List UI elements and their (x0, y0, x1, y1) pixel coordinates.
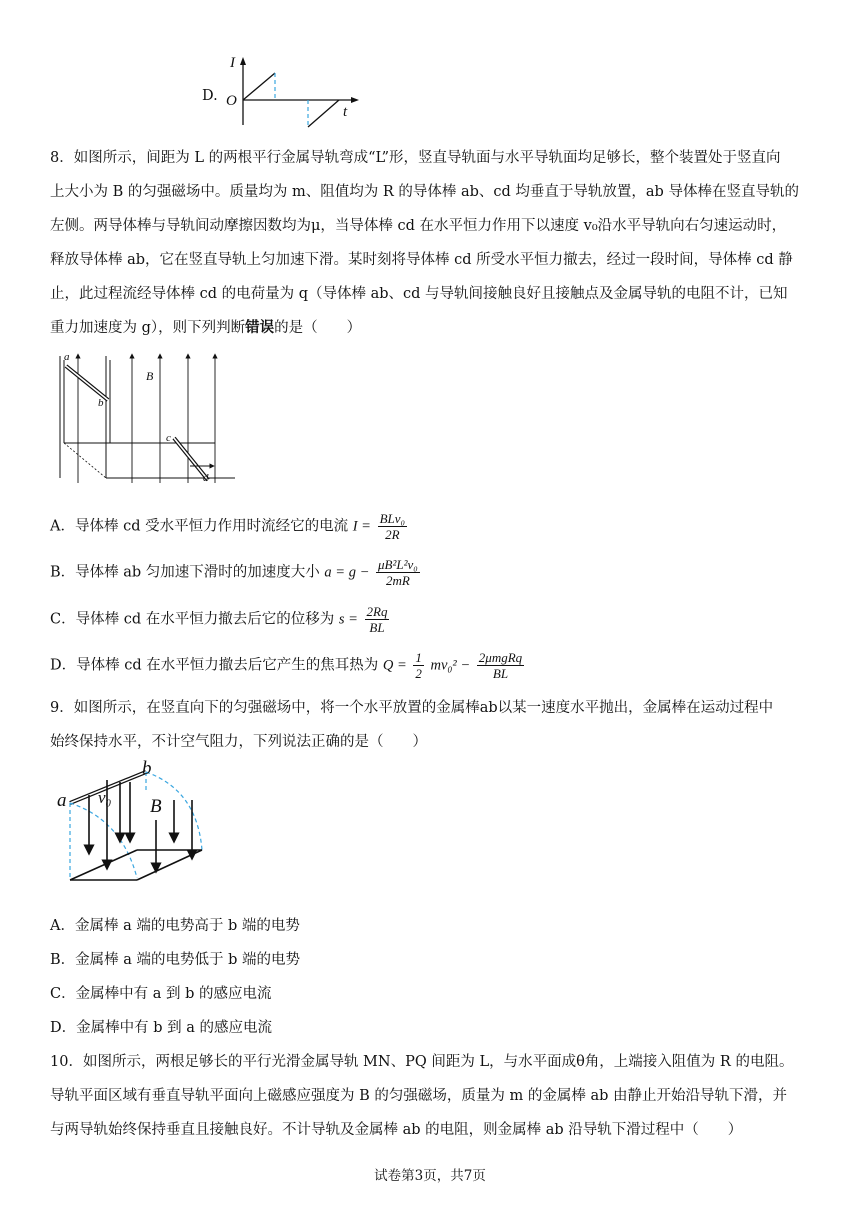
q8-line-6: 重力加速度为 g），则下列判断错误的是（ ） (50, 319, 362, 336)
axis-t-label: t (343, 104, 348, 120)
label-a: a (64, 351, 70, 363)
label-b: b (142, 758, 152, 779)
q9-line-2: 始终保持水平，不计空气阻力，下列说法正确的是（ ） (50, 734, 427, 750)
q10-line-3: 与两导轨始终保持垂直且接触良好。不计导轨及金属棒 ab 的电阻，则金属棒 ab 沿导轨下滑过程中（ ） (50, 1122, 743, 1138)
label-field-b: B (146, 369, 154, 383)
q9-line-1: 9．如图所示，在竖直向下的匀强磁场中，将一个水平放置的金属棒ab以某一速度水平抛出，金属棒在运动过程中 (50, 700, 774, 716)
fraction: $\frac{\text{BLv₀}}{2R}$ (379, 511, 406, 542)
q10-line-1: 10．如图所示，两根足够长的平行光滑金属导轨 MN、PQ 间距为 L，与水平面成θ角，上端接入阻值为 R 的电阻。 (50, 1054, 794, 1070)
option-label: D. (202, 88, 218, 104)
q8-option-c[interactable]: C．导体棒 cd 在水平恒力撤去后它的位移为 s = $\frac{2Rq}{BL}$ (50, 604, 388, 635)
fraction: $\frac{\text{μB²L²v₀}}{2mR}$ (377, 557, 418, 588)
fraction: $\frac{\text{2μmgRq}}{BL}$ (478, 650, 523, 681)
q9-option-c[interactable]: C．金属棒中有 a 到 b 的感应电流 (50, 986, 272, 1002)
label-b: b (98, 397, 104, 409)
q8-option-d[interactable]: D．导体棒 cd 在水平恒力撤去后它产生的焦耳热为 Q = $\frac{1}{2}$ mv₀² − $\frac{\text{2μmgRq}}{BL}$ (50, 650, 523, 681)
q8-line-3: 左侧。两导体棒与导轨间动摩擦因数均为μ，当导体棒 cd 在水平恒力作用下以速度 v₀沿水平导轨向右匀速运动时， (50, 218, 787, 234)
label-a: a (57, 790, 67, 811)
q8-line-5: 止，此过程流经导体棒 cd 的电荷量为 q（导体棒 ab、cd 与导轨间接触良好且接触点及金属导轨的电阻不计，已知 (50, 286, 788, 302)
q8-line-2: 上大小为 B 的匀强磁场中。质量均为 m、阻值均为 R 的导体棒 ab、cd 均垂直于导轨放置，ab 导体棒在竖直导轨的 (50, 184, 799, 200)
q10-line-2: 导轨平面区域有垂直导轨平面向上磁感应强度为 B 的匀强磁场，质量为 m 的金属棒 ab 由静止开始沿导轨下滑，并 (50, 1088, 787, 1104)
page-footer: 试卷第3页，共7页 (374, 1168, 486, 1184)
q8-rail-figure (50, 348, 240, 490)
q9-option-d[interactable]: D．金属棒中有 b 到 a 的感应电流 (50, 1020, 272, 1036)
origin-label: O (226, 93, 237, 109)
label-d: d (203, 472, 209, 484)
q8-line-4: 释放导体棒 ab，它在竖直导轨上匀加速下滑。某时刻将导体棒 cd 所受水平恒力撤去，经过一段时间，导体棒 cd 静 (50, 252, 793, 268)
q9-projectile-figure (52, 760, 212, 890)
q8-line-1: 8．如图所示，间距为 L 的两根平行金属导轨弯成“L”形，竖直导轨面与水平导轨面均足够长，整个装置处于竖直向 (50, 150, 781, 166)
label-v0: v₀ (98, 788, 112, 807)
fraction: $\frac{2Rq}{BL}$ (366, 604, 388, 635)
fraction: $\frac{1}{2}$ (415, 650, 422, 681)
q9-option-b[interactable]: B．金属棒 a 端的电势低于 b 端的电势 (50, 952, 301, 968)
axis-i-label: I (230, 55, 235, 71)
emphasis-wrong: 错误 (245, 319, 275, 336)
q8-option-a[interactable]: A．导体棒 cd 受水平恒力作用时流经它的电流 I = $\frac{\text{BLv₀}}{2R}$ (50, 511, 406, 542)
q8-option-b[interactable]: B．导体棒 ab 匀加速下滑时的加速度大小 a = g − $\frac{\text{μB²L²v₀}}{2mR}$ (50, 557, 418, 588)
label-field-b: B (150, 796, 162, 817)
label-c: c (166, 432, 171, 444)
q9-option-a[interactable]: A．金属棒 a 端的电势高于 b 端的电势 (50, 918, 300, 934)
